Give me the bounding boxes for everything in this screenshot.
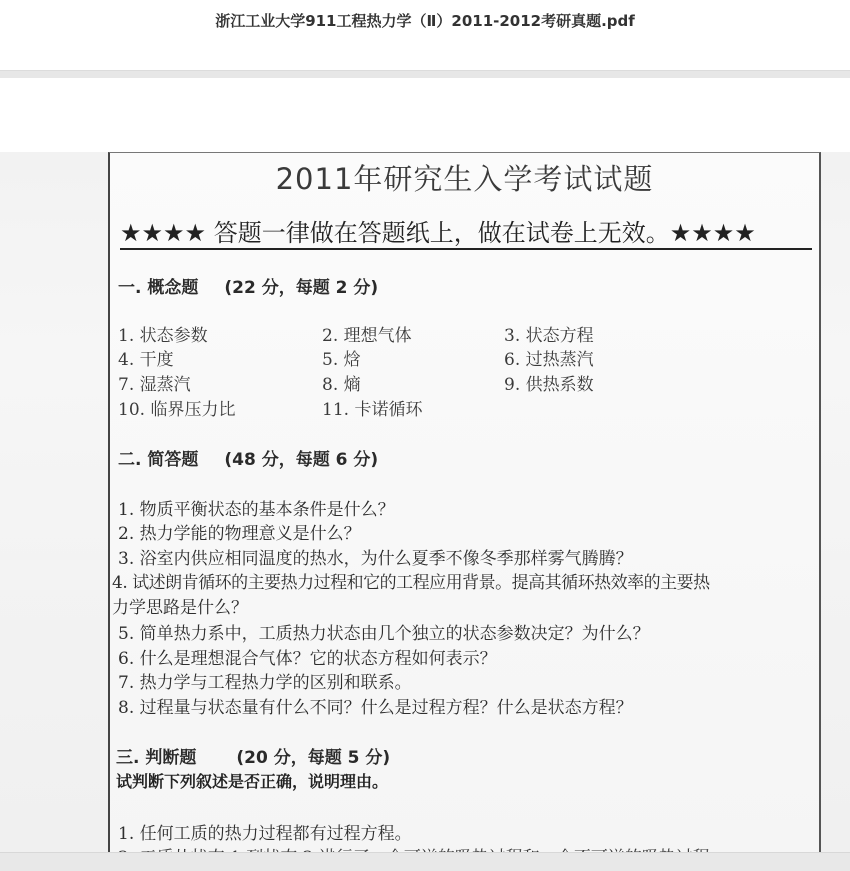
concept-item: 10. 临界压力比 bbox=[118, 400, 236, 420]
question-line: 力学思路是什么？ bbox=[112, 598, 248, 618]
concept-item: 5. 焓 bbox=[322, 350, 361, 370]
question-line: 4. 试述朗肯循环的主要热力过程和它的工程应用背景。提高其循环热效率的主要热 bbox=[112, 573, 710, 593]
viewer-header bbox=[0, 0, 850, 70]
concept-item: 9. 供热系数 bbox=[504, 375, 594, 395]
concept-item: 7. 湿蒸汽 bbox=[118, 375, 191, 395]
concept-item: 8. 熵 bbox=[322, 375, 361, 395]
document-title: 浙江工业大学911工程热力学（Ⅱ）2011-2012考研真题.pdf bbox=[215, 12, 635, 30]
question-line: 1. 物质平衡状态的基本条件是什么？ bbox=[118, 500, 395, 520]
question-line: 5. 简单热力系中，工质热力状态由几个独立的状态参数决定？为什么？ bbox=[118, 624, 650, 644]
exam-notice: ★★★★ 答题一律做在答题纸上，做在试卷上无效。★★★★ bbox=[120, 219, 756, 247]
section-1-score: (22 分，每题 2 分) bbox=[224, 278, 379, 298]
exam-title: 2011年研究生入学考试试题 bbox=[275, 162, 654, 196]
scanned-page bbox=[0, 152, 850, 852]
question-line: 7. 热力学与工程热力学的区别和联系。 bbox=[118, 673, 412, 693]
question-line: 1. 任何工质的热力过程都有过程方程。 bbox=[118, 824, 412, 844]
section-2-score: (48 分，每题 6 分) bbox=[224, 450, 379, 470]
section-3-title: 三. 判断题 bbox=[116, 748, 197, 768]
question-line: 8. 过程量与状态量有什么不同？什么是过程方程？什么是状态方程？ bbox=[118, 698, 633, 718]
section-1-title: 一. 概念题 bbox=[118, 278, 199, 298]
section-3-instruction: 试判断下列叙述是否正确，说明理由。 bbox=[116, 772, 389, 791]
section-2-title: 二. 简答题 bbox=[118, 450, 199, 470]
concept-item: 4. 干度 bbox=[118, 350, 174, 370]
question-line: 3. 浴室内供应相同温度的热水，为什么夏季不像冬季那样雾气腾腾？ bbox=[118, 549, 633, 569]
concept-item: 2. 理想气体 bbox=[322, 326, 412, 346]
section-1-heading bbox=[118, 273, 378, 298]
exam-paper bbox=[108, 152, 821, 852]
question-line: 2. 热力学能的物理意义是什么？ bbox=[118, 524, 361, 544]
concept-item: 3. 状态方程 bbox=[504, 326, 594, 346]
concept-item: 6. 过热蒸汽 bbox=[504, 350, 594, 370]
concept-item: 1. 状态参数 bbox=[118, 326, 208, 346]
section-3-score: (20 分，每题 5 分) bbox=[236, 748, 391, 768]
question-line: 6. 什么是理想混合气体？它的状态方程如何表示？ bbox=[118, 649, 497, 669]
notice-underline bbox=[120, 248, 812, 250]
section-3-heading bbox=[116, 743, 390, 768]
concept-item: 11. 卡诺循环 bbox=[322, 400, 423, 420]
section-2-heading bbox=[118, 445, 378, 470]
viewer-bottom-bar bbox=[0, 852, 850, 871]
